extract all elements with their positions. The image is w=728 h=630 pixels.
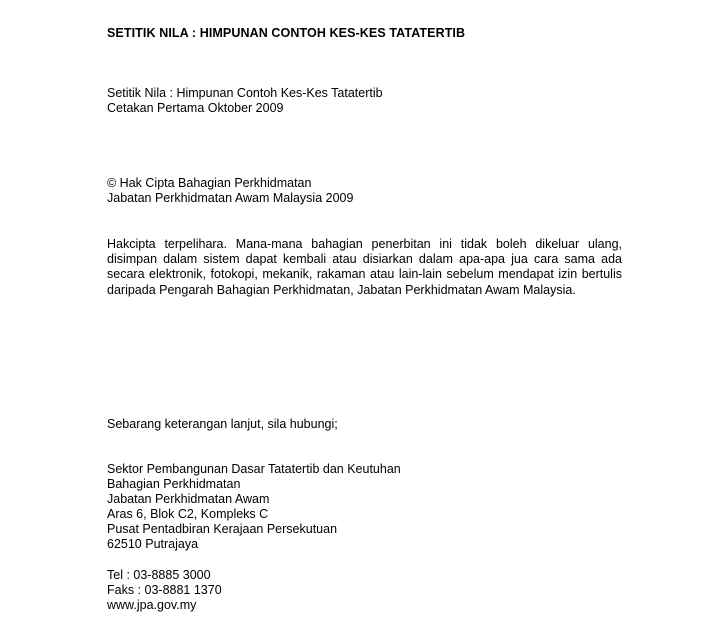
contact-details [107,568,622,613]
copyright-line-1: © Hak Cipta Bahagian Perkhidmatan [107,176,312,190]
contact-prompt: Sebarang keterangan lanjut, sila hubungi; [107,417,338,431]
address-department: Jabatan Perkhidmatan Awam [107,492,270,506]
address-sector: Sektor Pembangunan Dasar Tatatertib dan Keutuhan [107,462,401,476]
contact-telephone: Tel : 03-8885 3000 [107,568,211,582]
address-postcode-city: 62510 Putrajaya [107,537,199,551]
copyright-notice [107,176,622,206]
publication-info [107,86,622,116]
contact-fax: Faks : 03-8881 1370 [107,583,222,597]
page-heading: SETITIK NILA : HIMPUNAN CONTOH KES-KES TATATERTIB [107,26,466,40]
postal-address [107,462,622,552]
publication-title: Setitik Nila : Himpunan Contoh Kes-Kes Tatatertib [107,86,383,100]
address-floor: Aras 6, Blok C2, Kompleks C [107,507,269,521]
publication-edition: Cetakan Pertama Oktober 2009 [107,101,284,115]
address-centre: Pusat Pentadbiran Kerajaan Persekutuan [107,522,338,536]
contact-website-link[interactable]: www.jpa.gov.my [107,598,197,612]
copyright-line-2: Jabatan Perkhidmatan Awam Malaysia 2009 [107,191,354,205]
address-division: Bahagian Perkhidmatan [107,477,241,491]
rights-paragraph: Hakcipta terpelihara. Mana-mana bahagian penerbitan ini tidak boleh dikeluar ulang, disimpan dalam sistem dapat kembali atau disiarkan dalam apa-apa jua cara sama ada secara elektronik, fotokopi, mekanik, rakaman atau lain-lain sebelum mendapat izin bertulis daripada Pengarah Bahagian Perkhidmatan, Jabatan Perkhidmatan Awam Malaysia. [107,237,622,297]
